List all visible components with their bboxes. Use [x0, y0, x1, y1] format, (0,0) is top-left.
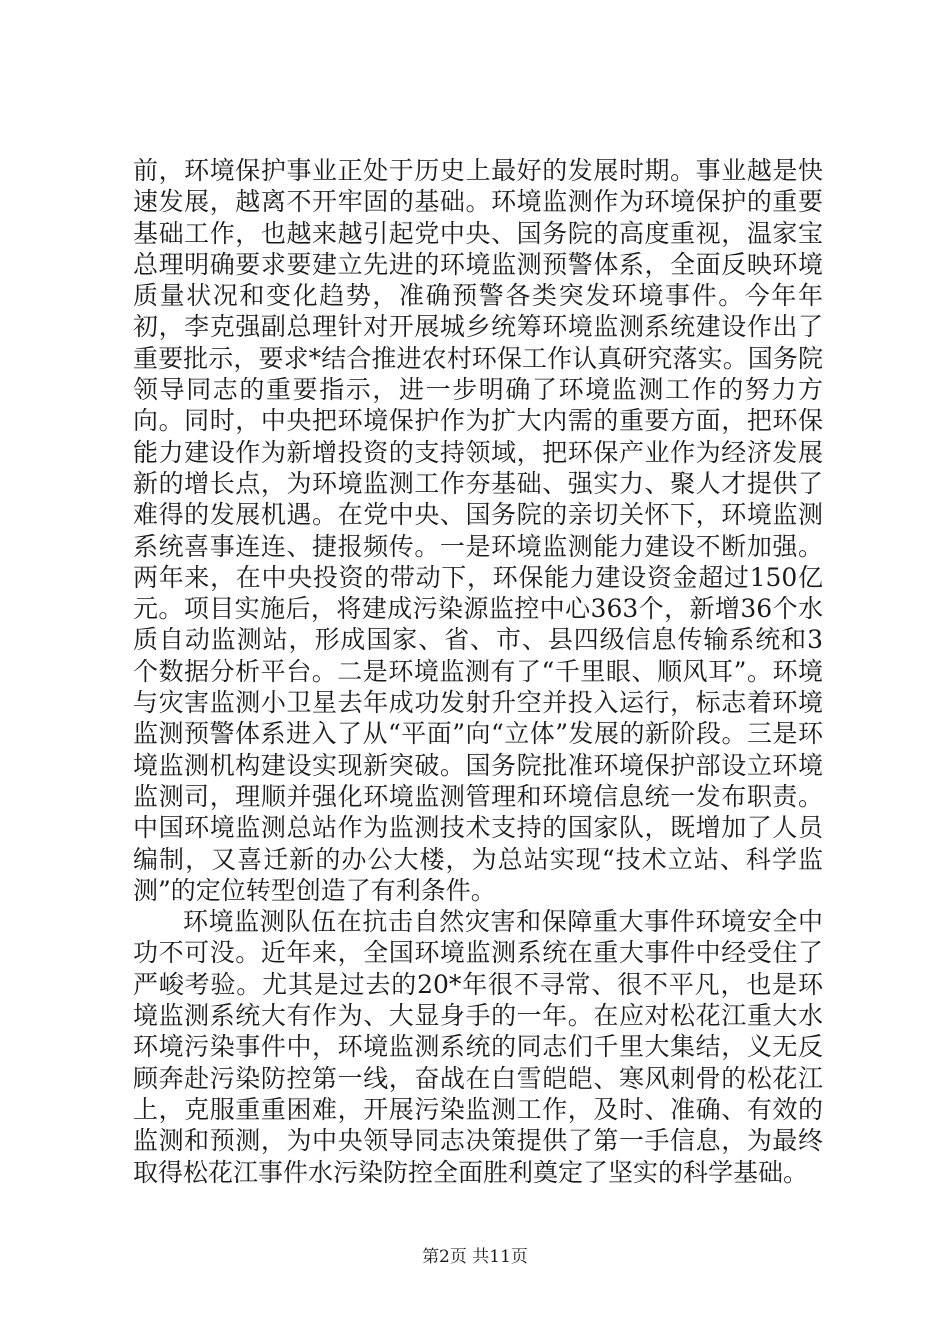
paragraph-2: 环境监测队伍在抗击自然灾害和保障重大事件环境安全中功不可没。近年来，全国环境监测系统在重大事件中经受住了严峻考验。尤其是过去的20*年很不寻常、很不平凡，也是环境监测系统大有作为、大显身手的一年。在应对松花江重大水环境污染事件中，环境监测系统的同志们千里大集结，义无反顾奔赴污染防控第一线，奋战在白雪皑皑、寒风刺骨的松花江上，克服重重困难，开展污染监测工作，及时、准确、有效的监测和预测，为中央领导同志决策提供了第一手信息，为最终取得松花江事件水污染防控全面胜利奠定了坚实的科学基础。	[133, 907, 823, 1187]
paragraph-1: 前，环境保护事业正处于历史上最好的发展时期。事业越是快速发展，越离不开牢固的基础。环境监测作为环境保护的重要基础工作，也越来越引起党中央、国务院的高度重视，温家宝总理明确要求要建立先进的环境监测预警体系，全面反映环境质量状况和变化趋势，准确预警各类突发环境事件。今年年初，李克强副总理针对开展城乡统筹环境监测系统建设作出了重要批示，要求*结合推进农村环保工作认真研究落实。国务院领导同志的重要指示，进一步明确了环境监测工作的努力方向。同时，中央把环境保护作为扩大内需的重要方面，把环保能力建设作为新增投资的支持领域，把环保产业作为经济发展新的增长点，为环境监测工作夯基础、强实力、聚人才提供了难得的发展机遇。在党中央、国务院的亲切关怀下，环境监测系统喜事连连、捷报频传。一是环境监测能力建设不断加强。两年来，在中央投资的带动下，环保能力建设资金超过150亿元。项目实施后，将建成污染源监控中心363个，新增36个水质自动监测站，形成国家、省、市、县四级信息传输系统和3个数据分析平台。二是环境监测有了“千里眼、顺风耳”。环境与灾害监测小卫星去年成功发射升空并投入运行，标志着环境监测预警体系进入了从“平面”向“立体”发展的新阶段。三是环境监测机构建设实现新突破。国务院批准环境保护部设立环境监测司，理顺并强化环境监测管理和环境信息统一发布职责。中国环境监测总站作为监测技术支持的国家队，既增加了人员编制，又喜迁新的办公大楼，为总站实现“技术立站、科学监测”的定位转型创造了有利条件。	[133, 156, 823, 905]
page-footer: 第2页 共11页	[422, 1247, 528, 1267]
body-text	[133, 155, 823, 1188]
